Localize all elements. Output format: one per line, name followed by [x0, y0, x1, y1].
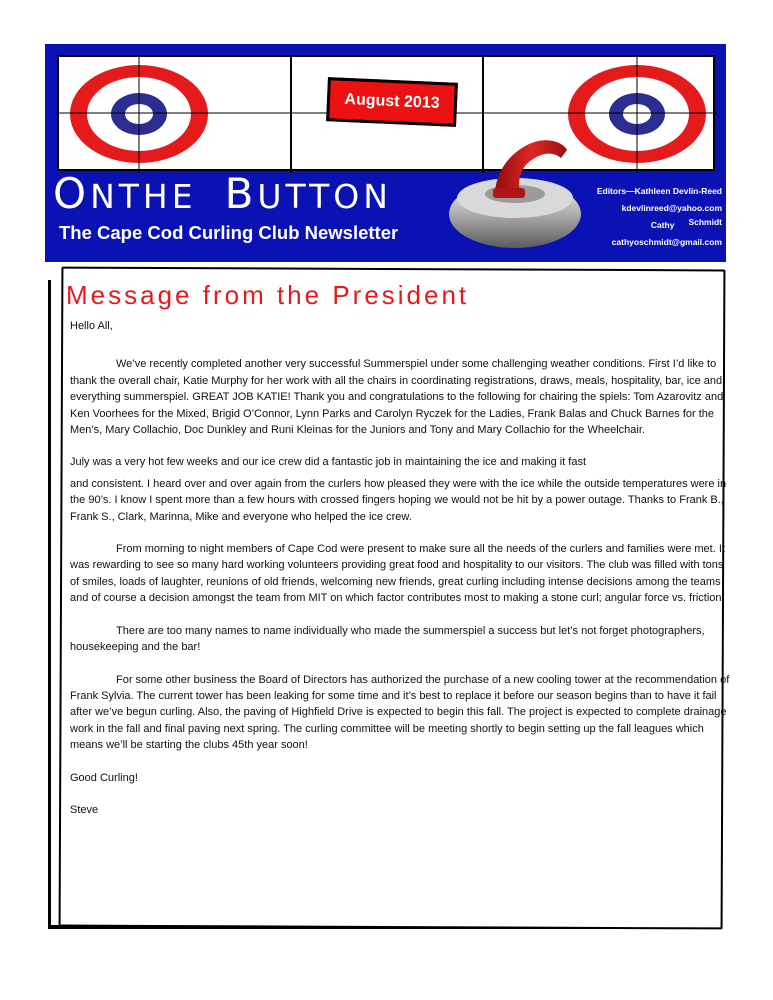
left-house-target	[59, 57, 291, 173]
issue-date-badge: August 2013	[326, 77, 458, 127]
newsletter-subtitle: The Cape Cod Curling Club Newsletter	[59, 222, 399, 243]
article-closing: Good Curling!	[70, 771, 138, 784]
article-paragraph-6: For some other business the Board of Directors has authorized the purchase of a new cooling tower at the recommendation of Frank Sylvia. The current tower has been leaking for some time and it’s best to replace it before our season begins than to have it fail after we’ve begun curling. Also, the paving of Highfield Drive is expected to begin this fall. The project is expected to complete drainage work in the fall and final paving next spring. The curling committee will be meeting shortly to begin setting up the fall leagues which means we’ll be starting the clubs 45th year soon!	[70, 673, 730, 752]
editor1-email[interactable]: kdevlinreed@yahoo.com	[621, 203, 722, 213]
article-paragraph-5: There are too many names to name individually who made the summerspiel a success but let’s not forget photographers, housekeeping and the bar!	[70, 624, 705, 654]
title-cap-o: O	[53, 169, 91, 218]
curling-sheet-graphic	[57, 55, 715, 171]
article-paragraph-1: We’ve recently completed another very successful Summerspiel under some challenging weather conditions. First I’d like to thank the overall chair, Katie Murphy for her work with all the chairs in coordinating registrations, draws, meals, hospitality, bar, ice and everything summerspiel. GREAT JOB KATIE! Thank you and congratulations to the following for chairing the spiels: Tom Azarovitz and Ken Voorhees for the Mixed, Brigid O’Connor, Lynn Parks and Carolyn Ryczek for the Ladies, Frank Balas and Chuck Barnes for the Men’s, Mary Collachio, Doc Dunkley and Runi Kleinas for the Juniors and Tony and Mary Collachio for the Wheelchair.	[70, 358, 724, 437]
article-signature: Steve	[70, 803, 99, 816]
editors-info	[562, 183, 722, 251]
newsletter-title	[53, 169, 392, 218]
editor2-name	[562, 217, 722, 234]
article-paragraph-4: From morning to night members of Cape Cod were present to make sure all the needs of the curlers and families were met. It was rewarding to see so many hard working volunteers providing great food and hospitality to our visitors. The club was filled with tons of smiles, loads of laughter, reunions of old friends, welcoming new friends, great curling including intense decisions among the teams and of course a decision amongst the team from MIT on which factor contributes most to making a stone curl; angular force vs. friction!	[70, 543, 725, 605]
title-rest-2: UTTON	[257, 177, 392, 216]
masthead-banner	[45, 44, 726, 262]
article-body	[70, 318, 730, 834]
title-cap-b: B	[224, 169, 258, 218]
article-greeting: Hello All,	[70, 320, 113, 332]
article-paragraph-2: July was a very hot few weeks and our ice crew did a fantastic job in maintaining the ice and making it fast	[70, 456, 587, 469]
editor2-email[interactable]: cathyoschmidt@gmail.com	[611, 237, 722, 247]
article-paragraph-3: and consistent. I heard over and over again from the curlers how pleased they were with the ice while the outside temperatures were in the 90’s. I know I spent more than a few hours with crossed fingers hoping we would not be hit by a power outage. Thanks to Frank B., Frank S., Clark, Marinna, Mike and everyone who helped the ice crew.	[70, 477, 727, 523]
editors-label: Editors—Kathleen Devlin-Reed	[596, 186, 722, 196]
frame-shadow-left	[48, 280, 59, 928]
title-rest-1: NTHE	[90, 177, 197, 216]
article-heading: Message from the President	[66, 280, 470, 310]
editor2-first: Cathy	[650, 220, 675, 230]
editor2-last: Schmidt	[688, 217, 722, 227]
